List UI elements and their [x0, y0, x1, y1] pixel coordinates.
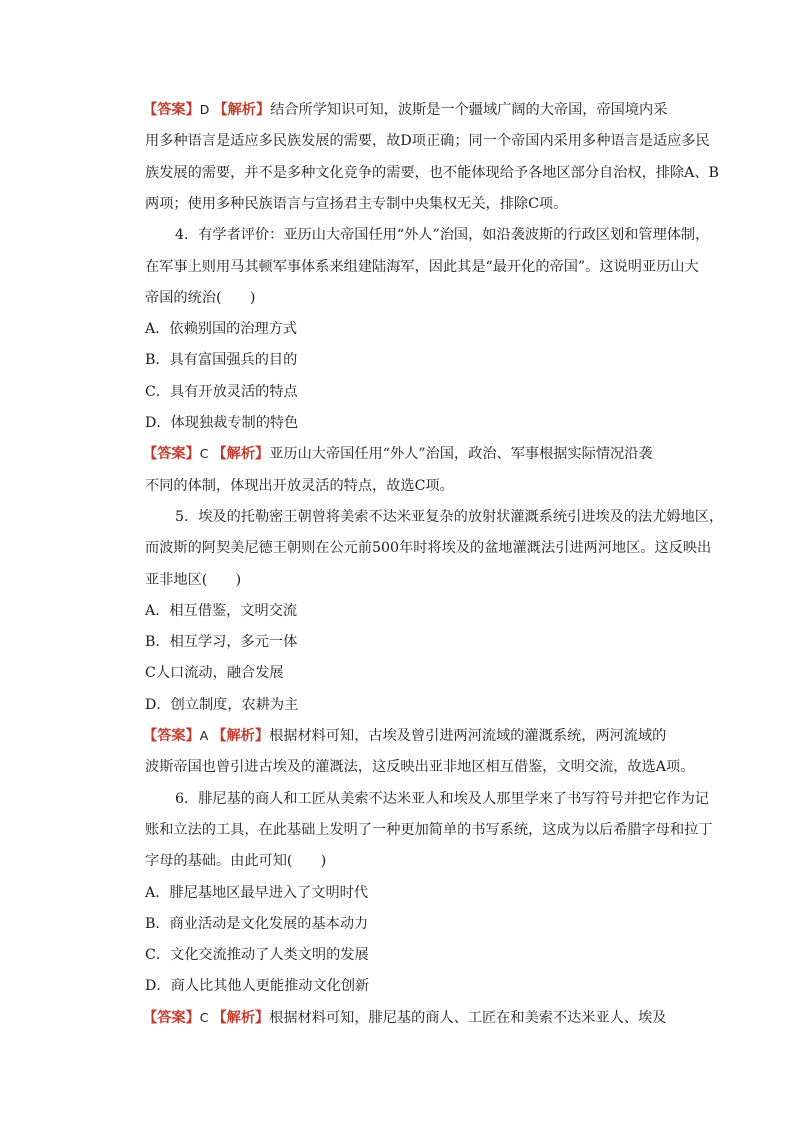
- question-text: 4．有学者评价：亚历山大帝国任用“外人”治国，如沿袭波斯的行政区划和管理体制，: [175, 227, 710, 244]
- analysis-text: 根据材料可知，腓尼基的商人、工匠在和美索不达米亚人、埃及: [269, 1009, 667, 1026]
- option-line: [0, 318, 794, 340]
- answer-value: A: [199, 728, 213, 743]
- option-line: [0, 349, 794, 371]
- analysis-text: 不同的体制，体现出开放灵活的特点，故选C项。: [145, 477, 454, 494]
- analysis-text: 两项；使用多种民族语言与宣扬君主专制中央集权无关，排除C项。: [145, 195, 568, 212]
- answer-line: [0, 162, 794, 184]
- analysis-label: 【解析】: [213, 102, 271, 118]
- option-text: A．腓尼基地区最早进入了文明时代: [145, 884, 369, 901]
- question-line: [0, 287, 794, 309]
- question-text: 而波斯的阿契美尼德王朝则在公元前500年时将埃及的盆地灌溉法引进两河地区。这反映出: [145, 540, 712, 557]
- analysis-text: 亚历山大帝国任用“外人”治国，政治、军事根据实际情况沿袭: [269, 446, 653, 463]
- question-line: [0, 506, 794, 528]
- answer-line: [0, 99, 794, 121]
- analysis-text: 用多种语言是适应多民族发展的需要，故D项正确；同一个帝国内采用多种语言是适应多民: [145, 133, 710, 150]
- option-line: [0, 631, 794, 653]
- question-line: [0, 819, 794, 841]
- answer-value: D: [199, 102, 214, 117]
- answer-line: [0, 130, 794, 152]
- analysis-label: 【解析】: [212, 1009, 270, 1026]
- option-line: [0, 975, 794, 997]
- option-line: [0, 913, 794, 935]
- question-text: 亚非地区( ): [145, 571, 242, 588]
- option-line: [0, 600, 794, 622]
- question-line: [0, 537, 794, 559]
- option-text: A．相互借鉴，文明交流: [145, 602, 298, 619]
- answer-line: [0, 475, 794, 497]
- answer-label: 【答案】: [143, 102, 200, 118]
- answer-line: [0, 193, 794, 215]
- answer-line: [0, 756, 794, 778]
- option-text: B．商业活动是文化发展的基本动力: [145, 915, 369, 932]
- option-line: [0, 662, 794, 684]
- question-line: [0, 788, 794, 810]
- question-line: [0, 850, 794, 872]
- option-text: D．商人比其他人更能推动文化创新: [145, 978, 370, 995]
- answer-line: [0, 1007, 794, 1029]
- question-text: 帝国的统治( ): [145, 289, 256, 306]
- option-text: C人口流动，融合发展: [145, 665, 284, 682]
- answer-label: 【答案】: [143, 728, 200, 744]
- answer-label: 【答案】: [143, 1009, 200, 1026]
- question-line: [0, 569, 794, 591]
- answer-line: [0, 443, 794, 465]
- question-text: 6．腓尼基的商人和工匠从美索不达米亚人和埃及人那里学来了书写符号并把它作为记: [175, 790, 709, 807]
- answer-line: [0, 725, 794, 747]
- analysis-label: 【解析】: [212, 728, 270, 744]
- option-line: [0, 944, 794, 966]
- option-text: B．相互学习，多元一体: [145, 634, 298, 651]
- analysis-text: 波斯帝国也曾引进古埃及的灌溉法，这反映出亚非地区相互借鉴，文明交流，故选A项。: [145, 759, 695, 776]
- question-line: [0, 224, 794, 246]
- analysis-text: 族发展的需要，并不是多种文化竞争的需要，也不能体现给予各地区部分自治权，排除A、B: [145, 164, 719, 181]
- analysis-text: 结合所学知识可知，波斯是一个疆域广阔的大帝国，帝国境内采: [270, 102, 668, 118]
- option-text: C．文化交流推动了人类文明的发展: [145, 947, 369, 964]
- answer-value: C: [199, 446, 213, 462]
- option-line: [0, 381, 794, 403]
- question-text: 账和立法的工具，在此基础上发明了一种更加简单的书写系统，这成为以后希腊字母和拉丁: [145, 821, 713, 838]
- option-text: D．创立制度，农耕为主: [145, 696, 299, 713]
- option-text: D．体现独裁专制的特色: [145, 415, 299, 431]
- option-line: [0, 412, 794, 434]
- question-line: [0, 256, 794, 278]
- option-text: B．具有富国强兵的目的: [145, 352, 298, 369]
- question-text: 字母的基础。由此可知( ): [145, 853, 327, 870]
- answer-value: C: [199, 1009, 213, 1025]
- answer-label: 【答案】: [143, 446, 200, 463]
- option-text: A．依赖别国的治理方式: [145, 321, 298, 338]
- analysis-label: 【解析】: [212, 446, 270, 463]
- option-line: [0, 882, 794, 904]
- analysis-text: 根据材料可知，古埃及曾引进两河流域的灌溉系统，两河流域的: [269, 728, 667, 744]
- option-text: C．具有开放灵活的特点: [145, 383, 298, 400]
- option-line: [0, 694, 794, 716]
- question-text: 在军事上则用马其顿军事体系来组建陆海军，因此其是“最开化的帝国”。这说明亚历山大: [145, 258, 699, 275]
- question-text: 5．埃及的托勒密王朝曾将美索不达米亚复杂的放射状灌溉系统引进埃及的法尤姆地区，: [175, 508, 724, 525]
